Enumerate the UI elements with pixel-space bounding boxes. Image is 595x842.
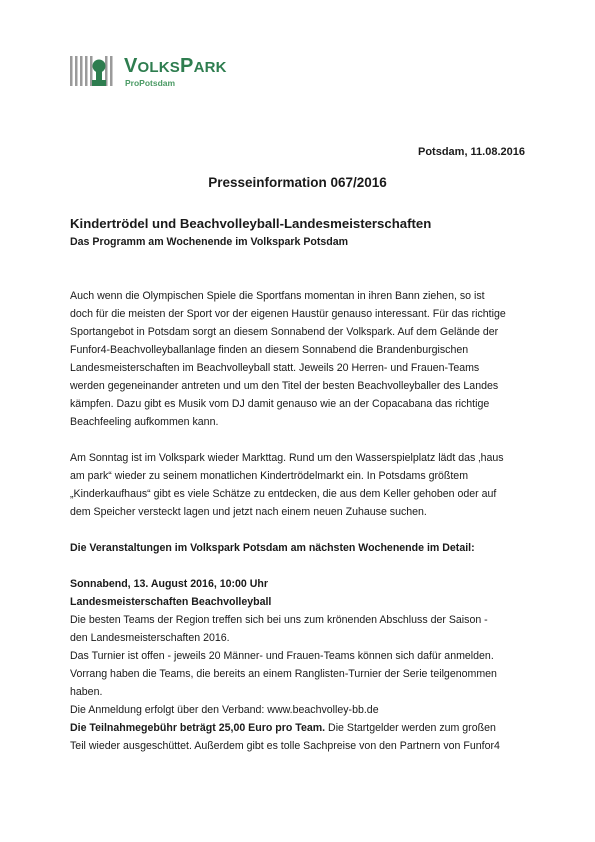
headline: Kindertrödel und Beachvolleyball-Landesmeisterschaften — [70, 216, 432, 231]
fee-bold: Die Teilnahmegebühr beträgt 25,00 Euro pro Team. — [70, 722, 326, 734]
logo-subtitle: ProPotsdam — [125, 78, 176, 88]
text-line: Sportangebot in Potsdam sorgt an diesem Sonnabend der Volkspark. Auf dem Gelände der — [70, 326, 499, 338]
text-line: Auch wenn die Olympischen Spiele die Sportfans momentan in ihren Bann ziehen, so ist — [70, 290, 485, 302]
text-line: am park“ wieder zu seinem monatlichen Kindertrödelmarkt ein. In Potsdams größtem — [70, 470, 469, 482]
text-line: Das Turnier ist offen - jeweils 20 Männer- und Frauen-Teams können sich dafür anmelden. — [70, 650, 494, 662]
events-heading: Die Veranstaltungen im Volkspark Potsdam am nächsten Wochenende im Detail: — [70, 542, 475, 554]
text-line: kämpfen. Dazu gibt es Musik vom DJ damit genauso wie an der Copacabana das richtige — [70, 398, 490, 410]
press-release-title: Presseinformation 067/2016 — [208, 175, 387, 190]
volkspark-emblem-icon — [70, 54, 114, 88]
volkspark-logo — [70, 54, 260, 88]
text-line: Am Sonntag ist im Volkspark wieder Markttag. Rund um den Wasserspielplatz lädt das ‚haus — [70, 452, 504, 464]
document-date: Potsdam, 11.08.2016 — [417, 146, 525, 158]
fee-line — [70, 719, 530, 737]
text-line: dem Speicher versteckt lagen und jetzt nach einem neuen Zuhause suchen. — [70, 506, 427, 518]
text-line: Beachfeeling aufkommen kann. — [70, 416, 219, 428]
text-line: Landesmeisterschaften im Beachvolleyball statt. Jeweils 20 Herren- und Frauen-Teams — [70, 362, 480, 374]
text-line: haben. — [70, 686, 103, 698]
paragraph-1 — [70, 287, 530, 431]
paragraph-2 — [70, 449, 530, 521]
text-line: den Landesmeisterschaften 2016. — [70, 632, 230, 644]
logo-wordmark: VOLKSPARK — [124, 55, 227, 77]
event-title: Landesmeisterschaften Beachvolleyball — [70, 596, 272, 608]
text-line: Die besten Teams der Region treffen sich bei uns zum krönenden Abschluss der Saison - — [70, 614, 488, 626]
event-datetime: Sonnabend, 13. August 2016, 10:00 Uhr — [70, 578, 269, 590]
text-line: doch für die meisten der Sport vor der eigenen Haustür genauso interessant. Für das richtige — [70, 308, 506, 320]
text-line: Teil wieder ausgeschüttet. Außerdem gibt es tolle Sachpreise von den Partnern von Funfor4 — [70, 740, 500, 752]
document-body — [70, 215, 530, 755]
fee-rest: Die Startgelder werden zum großen — [325, 722, 496, 734]
text-line: Vorrang haben die Teams, die bereits an einem Ranglisten-Turnier der Serie teilgenommen — [70, 668, 497, 680]
text-line: Funfor4-Beachvolleyballanlage finden an diesem Sonnabend die Brandenburgischen — [70, 344, 469, 356]
text-line: werden gegeneinander antreten und um den Titel der besten Beachvolleyballer des Landes — [70, 380, 499, 392]
text-line: „Kinderkaufhaus“ gibt es viele Schätze zu entdecken, die aus dem Keller gehoben oder auf — [70, 488, 497, 500]
registration-line: Die Anmeldung erfolgt über den Verband: www.beachvolley-bb.de — [70, 704, 379, 716]
subheadline: Das Programm am Wochenende im Volkspark Potsdam — [70, 236, 349, 248]
